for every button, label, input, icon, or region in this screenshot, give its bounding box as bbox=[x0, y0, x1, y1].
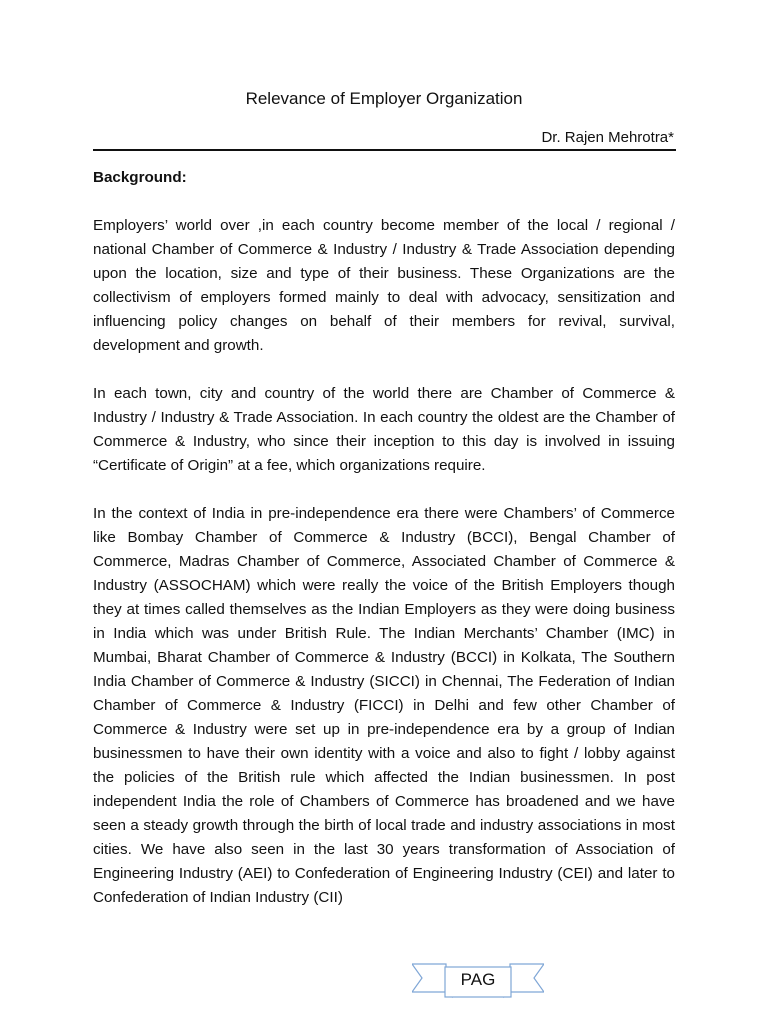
document-title: Relevance of Employer Organization bbox=[245, 89, 523, 108]
paragraph: In each town, city and country of the world there are Chamber of Commerce & Industry / Industry & Trade Association. In each country the oldest are the Chamber of Commerce & Industry, who since their inception to this day is involved in issuing “Certificate of Origin” at a fee, which organizations require. bbox=[93, 385, 675, 474]
paragraph: Employers’ world over ,in each country become member of the local / regional / national Chamber of Commerce & Industry / Industry & Trade Association depending upon the location, size and type of their business. These Organizations are the collectivism of employers formed mainly to deal with advocacy, sensitization and influencing policy changes on behalf of their members for revival, survival, development and growth. bbox=[93, 217, 675, 354]
document-body bbox=[93, 166, 675, 910]
paragraph: In the context of India in pre-independence era there were Chambers’ of Commerce like Bombay Chamber of Commerce & Industry (BCCI), Bengal Chamber of Commerce, Madras Chamber of Commerce, Associated Chamber of Commerce & Industry (ASSOCHAM) which were really the voice of the British Employers though they at times called themselves as the Indian Employers as they were doing business in India which was under British Rule. The Indian Merchants’ Chamber (IMC) in Mumbai, Bharat Chamber of Commerce & Industry (BCCI) in Kolkata, The Southern India Chamber of Commerce & Industry (SICCI) in Chennai, The Federation of Indian Chamber of Commerce & Industry (FICCI) in Delhi and few other Chamber of Commerce & Industry were set up in pre-independence era by a group of Indian businessmen to have their own identity with a voice and also to fight / lobby against the policies of the British rule which affected the Indian businessmen. In post independent India the role of Chambers of Commerce has broadened and we have seen a steady growth through the birth of local trade and industry associations in most cities. We have also seen in the last 30 years transformation of Association of Engineering Industry (AEI) to Confederation of Engineering Industry (CEI) and later to Confederation of Indian Industry (CII) bbox=[93, 505, 675, 906]
section-heading: Background: bbox=[93, 169, 187, 186]
page-number-ribbon bbox=[412, 961, 544, 1001]
page-label: PAG bbox=[460, 970, 496, 989]
author-line: Dr. Rajen Mehrotra* bbox=[541, 129, 674, 146]
title-divider bbox=[93, 149, 676, 151]
